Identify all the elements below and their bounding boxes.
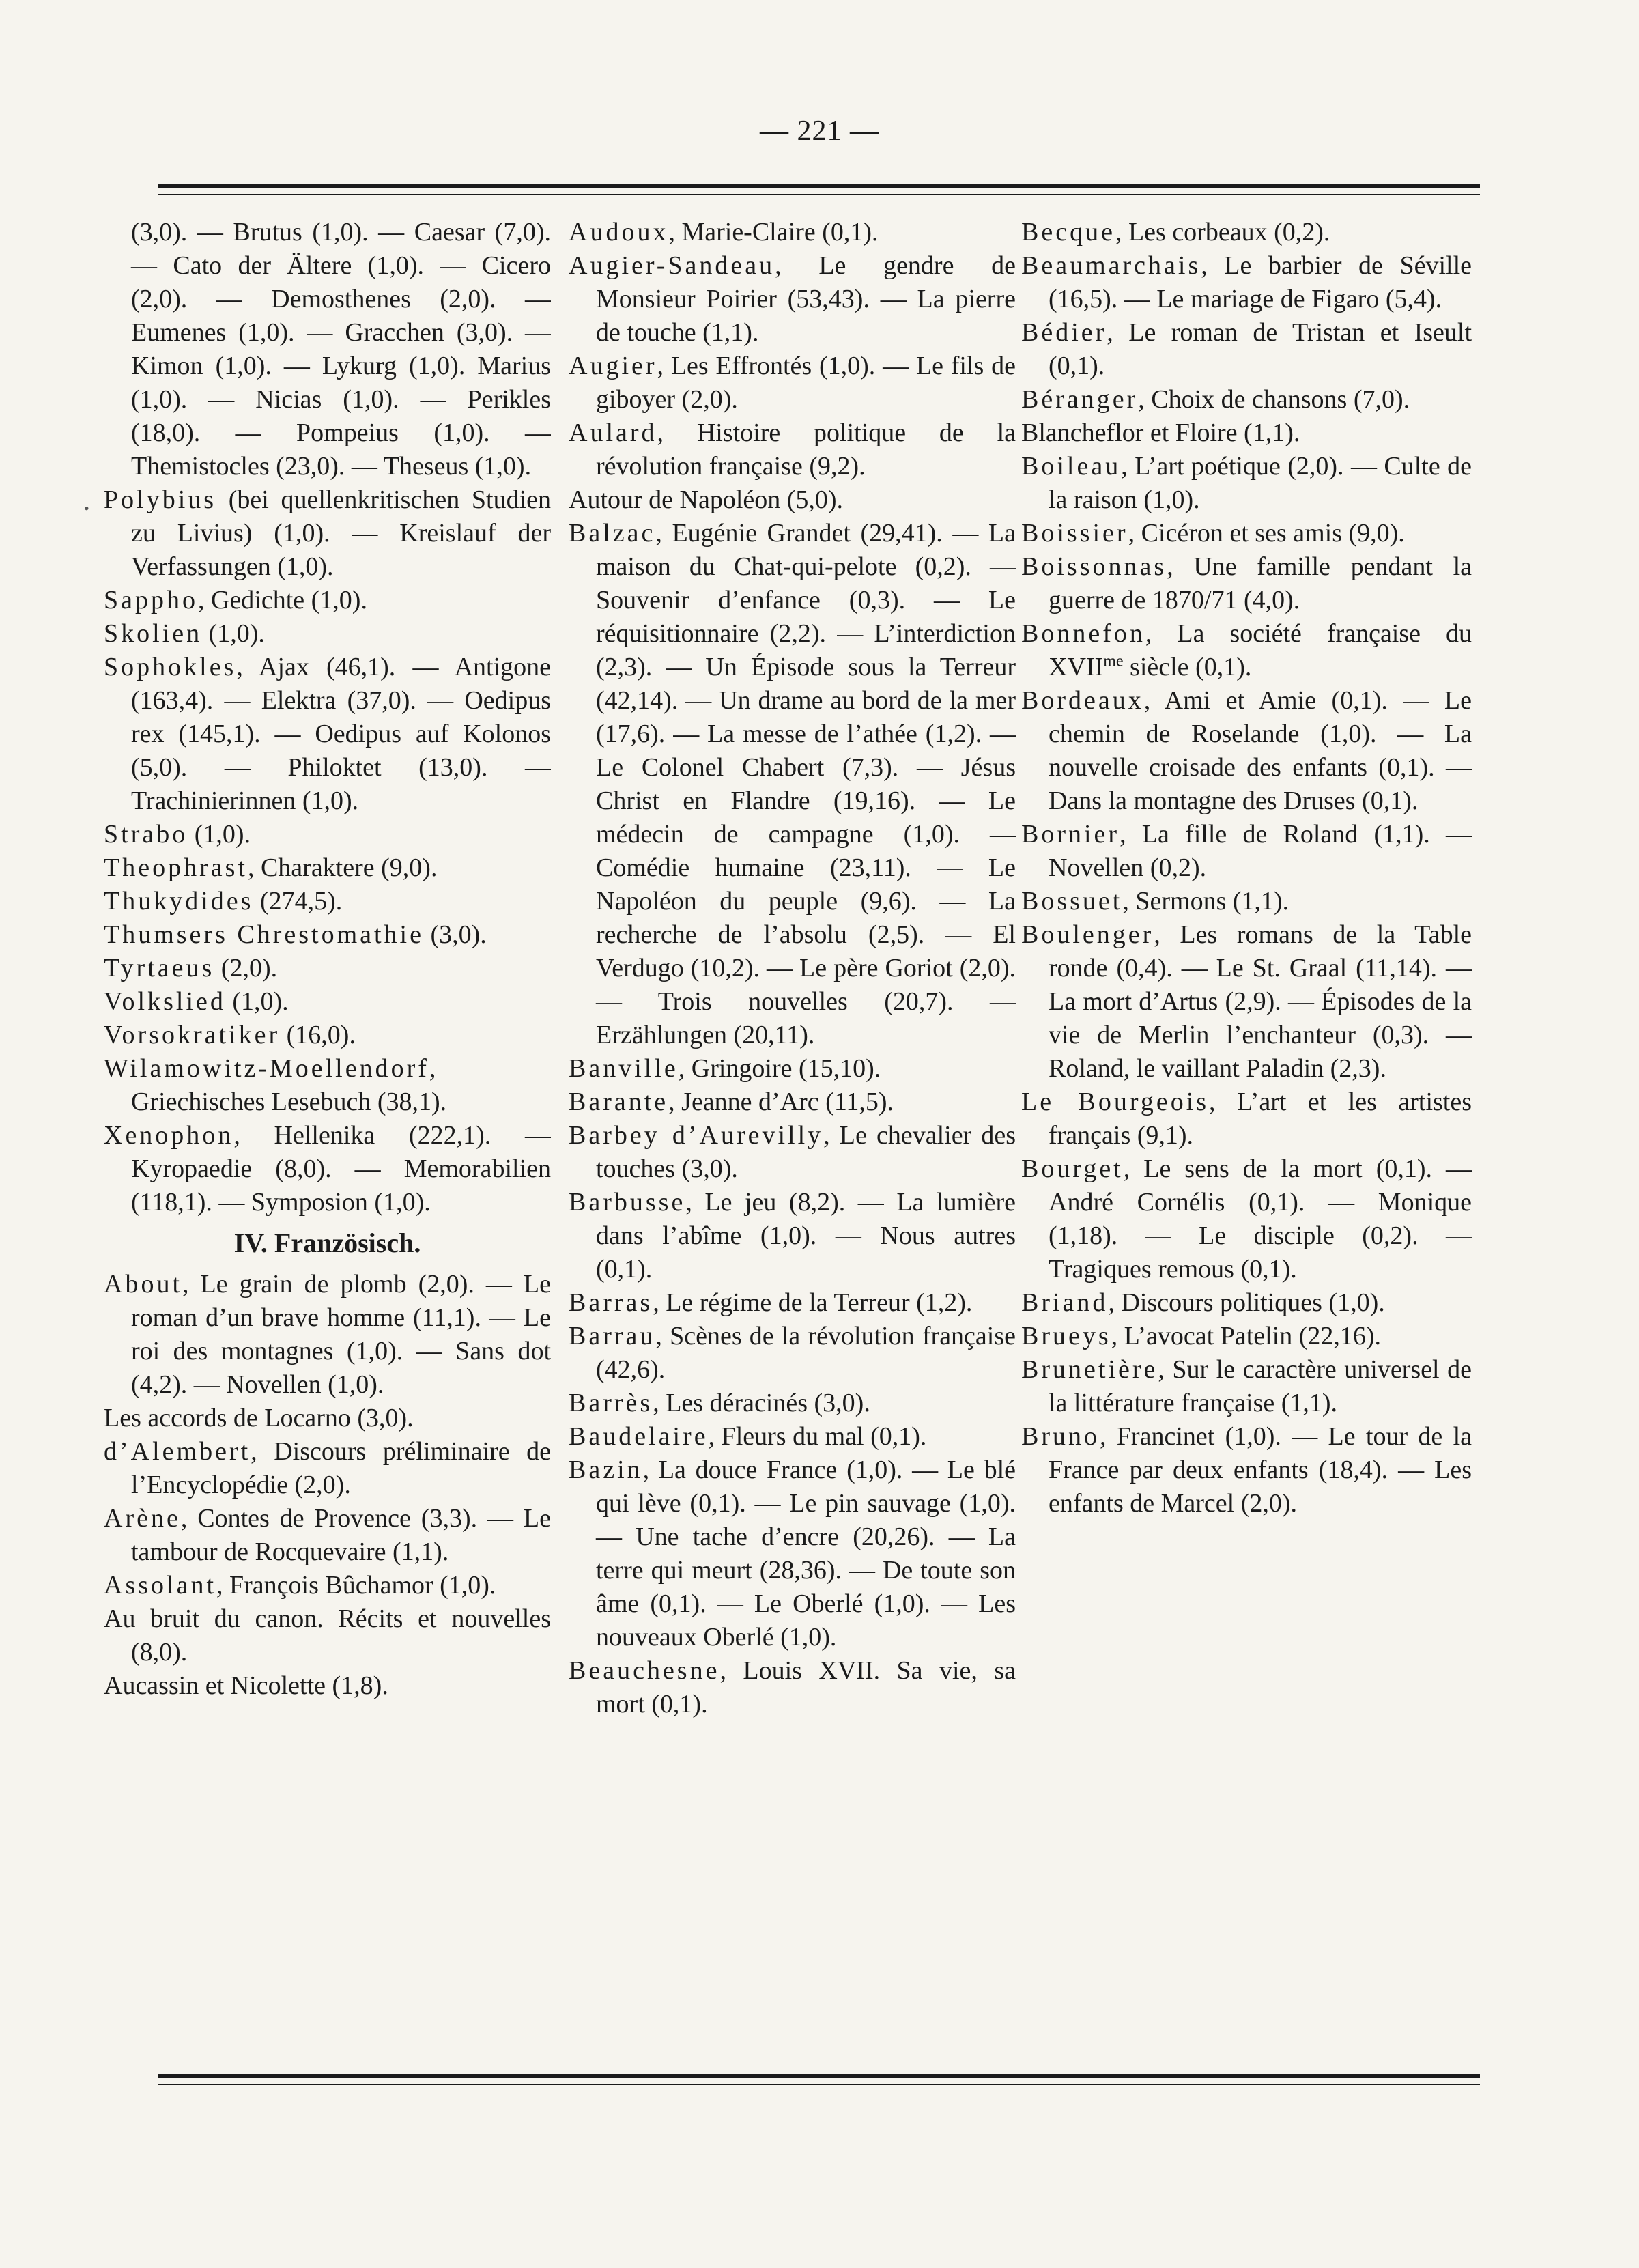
entry-author: Baudelaire (569, 1422, 709, 1451)
index-entry (104, 1435, 551, 1502)
french-authors-list-start (104, 1268, 551, 1703)
index-entry (1021, 1286, 1472, 1320)
index-entry (569, 1086, 1016, 1119)
entry-author: Boissonnas (1021, 552, 1167, 581)
index-entry (104, 483, 551, 584)
entry-works: Blancheflor et Floire (1,1). (1021, 419, 1300, 447)
entry-works: , Ami et Amie (0,1). — Le chemin de Roselande (1,0). — La nouvelle croisade des enfants (0,1). — Dans la montagne des Druses (0,1). (1049, 686, 1472, 815)
entry-works: Au bruit du canon. Récits et nouvelles (8,0). (104, 1604, 551, 1667)
index-entry (569, 1454, 1016, 1654)
entry-works: , Hellenika (222,1). — Kyropaedie (8,0). — Memorabilien (118,1). — Symposion (1,0). (131, 1121, 551, 1217)
index-entry (1021, 885, 1472, 918)
index-entry (104, 617, 551, 651)
entry-author: Skolien (104, 619, 203, 648)
entry-works: (3,0). (423, 920, 487, 949)
index-entry (104, 1402, 551, 1435)
entry-author: Sophokles (104, 653, 237, 681)
entry-works: , Cicéron et ses amis (9,0). (1128, 519, 1405, 548)
index-entry (104, 1019, 551, 1052)
entry-author: Thumsers Chrestomathie (104, 920, 424, 949)
entry-author: Strabo (104, 820, 188, 849)
index-entry (569, 1286, 1016, 1320)
entry-author: Barras (569, 1288, 653, 1317)
index-entry (104, 1569, 551, 1602)
index-entry (1021, 316, 1472, 383)
entry-author: Le Bourgeois (1021, 1088, 1210, 1116)
entry-author: Sappho (104, 586, 198, 614)
index-entry (1021, 1086, 1472, 1152)
entry-author: Briand (1021, 1288, 1109, 1317)
entry-works: , Scènes de la révolution française (42,6). (596, 1322, 1016, 1384)
entry-works: , Le barbier de Séville (16,5). — Le mariage de Figaro (5,4). (1049, 251, 1472, 313)
index-entry (104, 985, 551, 1019)
entry-author: Bédier (1021, 318, 1107, 347)
entry-works: (3,0). — Brutus (1,0). — Caesar (7,0). — Cato der Ältere (1,0). — Cicero (2,0). — Demosthenes (2,0). — Eumenes (1,0). — Gracchen (3,0). — Kimon (1,0). — Lykurg (1,0). Marius (1,0). — Nicias (1,0). — Perikles (18,0). — Pompeius (1,0). — Themistocles (23,0). — Theseus (1,0). (131, 218, 551, 481)
index-entry (1021, 550, 1472, 617)
entry-author: Beaumarchais (1021, 251, 1201, 280)
entry-author: Bordeaux (1021, 686, 1144, 715)
index-entry (1021, 249, 1472, 316)
entry-author: Brueys (1021, 1322, 1111, 1350)
entry-works: , Une famille pendant la guerre de 1870/71 (4,0). (1049, 552, 1472, 614)
index-entry (104, 818, 551, 851)
entry-author: Bourget (1021, 1154, 1124, 1183)
entry-author: Wilamowitz-Moellendorf (104, 1054, 429, 1083)
index-entry (569, 216, 1016, 249)
entry-works: Les accords de Locarno (3,0). (104, 1404, 414, 1432)
entry-works: , Eugénie Grandet (29,41). — La maison du Chat-qui-pelote (0,2). — Souvenir d’enfance (0,3). — Le réquisitionnaire (2,2). — L’interdiction (2,3). — Un Épisode sous la Terreur (42,14). — Un drame au bord de la mer (17,6). — La messe de l’athée (1,2). — Le Colonel Chabert (7,3). — Jésus Christ en Flandre (19,16). — Le médecin de campagne (1,0). — Comédie humaine (23,11). — Le Napoléon du peuple (9,6). — La recherche de l’absolu (2,5). — El Verdugo (10,2). — Le père Goriot (2,0). — Trois nouvelles (20,7). — Erzählungen (20,11). (596, 519, 1016, 1049)
entry-author: Barrau (569, 1322, 656, 1350)
entry-works: Aucassin et Nicolette (1,8). (104, 1671, 388, 1700)
index-entry (569, 1186, 1016, 1286)
index-entry (569, 1320, 1016, 1387)
entry-author: Bossuet (1021, 887, 1123, 916)
index-entry (1021, 383, 1472, 416)
entry-works: (bei quellenkritischen Studien zu Livius) (1,0). — Kreislauf der Verfassungen (1,0). (131, 485, 551, 581)
entry-author: Bornier (1021, 820, 1120, 849)
entry-author: Boulenger (1021, 920, 1154, 949)
entry-works: , La douce France (1,0). — Le blé qui lève (0,1). — Le pin sauvage (1,0). — Une tache d’encre (20,26). — La terre qui meurt (28,36). — De toute son âme (0,1). — Le Oberlé (1,0). — Les nouveaux Oberlé (1,0). (596, 1456, 1016, 1652)
index-entry (569, 1420, 1016, 1454)
entry-works: , La fille de Roland (1,1). — Novellen (0,2). (1049, 820, 1472, 882)
column-left (104, 216, 551, 2059)
index-entry (569, 350, 1016, 416)
entry-author: Beauchesne (569, 1656, 720, 1685)
entry-works: Autour de Napoléon (5,0). (569, 485, 844, 514)
entry-author: Barante (569, 1088, 669, 1116)
index-entry (104, 1602, 551, 1669)
entry-author: Barrès (569, 1389, 653, 1417)
entry-author: Banville (569, 1054, 679, 1083)
index-entry (569, 1654, 1016, 1721)
entry-author: About (104, 1270, 182, 1299)
index-entry (104, 1052, 551, 1119)
index-entry (1021, 517, 1472, 550)
entry-author: Boileau (1021, 452, 1122, 481)
index-entry (569, 1119, 1016, 1186)
entry-author: Bazin (569, 1456, 643, 1484)
index-entry (104, 918, 551, 952)
index-entry (1021, 450, 1472, 517)
entry-author: Balzac (569, 519, 656, 548)
index-entry (104, 885, 551, 918)
entry-works: , L’avocat Patelin (22,16). (1111, 1322, 1382, 1350)
index-entry (569, 249, 1016, 350)
entry-works: (1,0). (188, 820, 251, 849)
index-entry (1021, 216, 1472, 249)
entry-author: Béranger (1021, 385, 1139, 414)
entry-author: Boissier (1021, 519, 1128, 548)
index-entry (1021, 1420, 1472, 1520)
entry-works: (1,0). (202, 619, 265, 648)
index-entry (104, 651, 551, 818)
index-entry (104, 1268, 551, 1402)
entry-works: , Ajax (46,1). — Antigone (163,4). — Elektra (37,0). — Oedipus rex (145,1). — Oedipus auf Kolonos (5,0). — Philoktet (13,0). — Trachinierinnen (1,0). (131, 653, 551, 815)
entry-works: (1,0). (225, 987, 289, 1016)
index-entry (104, 952, 551, 985)
entry-works: , Le chevalier des touches (3,0). (596, 1121, 1016, 1183)
entry-works: , Les corbeaux (0,2). (1115, 218, 1330, 246)
entry-works: (16,0). (280, 1021, 356, 1049)
entry-author: Bonnefon (1021, 619, 1145, 648)
entry-works: , Le grain de plomb (2,0). — Le roman d’un brave homme (11,1). — Le roi des montagnes (1,0). — Sans dot (4,2). — Novellen (1,0). (131, 1270, 551, 1399)
entry-author: Polybius (104, 485, 217, 514)
index-entry (1021, 1152, 1472, 1286)
index-entry (569, 1387, 1016, 1420)
entry-works: , Marie-Claire (0,1). (668, 218, 879, 246)
entry-works: , L’art et les artistes français (9,1). (1049, 1088, 1472, 1150)
index-entry (1021, 1320, 1472, 1353)
entry-author: Arène (104, 1504, 181, 1533)
index-entry (1021, 617, 1472, 684)
entry-works: , Histoire politique de la révolution française (9,2). (596, 419, 1016, 481)
entry-works: , Les Effrontés (1,0). — Le fils de giboyer (2,0). (596, 352, 1016, 414)
index-entry (569, 517, 1016, 1052)
index-entry (104, 1119, 551, 1219)
entry-works: , Les romans de la Table ronde (0,4). — Le St. Graal (11,14). — La mort d’Artus (2,9). — Épisodes de la vie de Merlin l’enchanteur (0,3). — Roland, le vaillant Paladin (2,3). (1049, 920, 1472, 1083)
entry-author: Theophrast (104, 853, 248, 882)
index-entry (1021, 918, 1472, 1086)
greek-authors-list (104, 216, 551, 1219)
entry-author: Audoux (569, 218, 669, 246)
entry-works: , La société française du $XVII^{me}$ siècle (0,1). (1049, 619, 1472, 681)
index-entry (104, 1502, 551, 1569)
entry-author: Becque (1021, 218, 1115, 246)
entry-author: Volkslied (104, 987, 226, 1016)
entry-works: , Discours préliminaire de l’Encyclopédie (2,0). (131, 1437, 551, 1499)
index-entry (104, 216, 551, 483)
entry-works: , Choix de chansons (7,0). (1138, 385, 1410, 414)
entry-works: , Discours politiques (1,0). (1108, 1288, 1385, 1317)
entry-author: Assolant (104, 1571, 216, 1600)
section-heading: IV. Französisch. (233, 1228, 421, 1258)
entry-works: , Le sens de la mort (0,1). — André Cornélis (0,1). — Monique (1,18). — Le disciple (0,2). — Tragiques remous (0,1). (1049, 1154, 1472, 1284)
entry-author: Barbey d’Aurevilly (569, 1121, 824, 1150)
bottom-double-rule (158, 2074, 1480, 2085)
entry-works: (2,0). (214, 954, 278, 982)
entry-author: Augier-Sandeau (569, 251, 775, 280)
entry-works: , Charaktere (9,0). (247, 853, 438, 882)
entry-works: , Le gendre de Monsieur Poirier (53,43). — La pierre de touche (1,1). (596, 251, 1016, 347)
entry-author: Vorsokratiker (104, 1021, 281, 1049)
index-entry (104, 1669, 551, 1703)
entry-author: Xenophon (104, 1121, 234, 1150)
index-entry (1021, 416, 1472, 450)
index-entry (1021, 684, 1472, 818)
entry-author: Thukydides (104, 887, 254, 916)
entry-works: , Francinet (1,0). — Le tour de la France par deux enfants (18,4). — Les enfants de Marcel (2,0). (1049, 1422, 1472, 1518)
entry-works: , Les déracinés (3,0). (653, 1389, 870, 1417)
column-right (1021, 216, 1472, 2059)
index-entry (569, 1052, 1016, 1086)
index-entry (1021, 1353, 1472, 1420)
entry-works: , Sermons (1,1). (1122, 887, 1289, 916)
entry-author: Augier (569, 352, 657, 380)
entry-author: Barbusse (569, 1188, 686, 1217)
entry-works: , Le jeu (8,2). — La lumière dans l’abîme (1,0). — Nous autres (0,1). (596, 1188, 1016, 1284)
column-middle (569, 216, 1016, 2059)
page-number: — 221 — (760, 115, 879, 147)
top-double-rule (158, 184, 1480, 195)
entry-works: , Contes de Provence (3,3). — Le tambour de Rocquevaire (1,1). (131, 1504, 551, 1566)
entry-author: Bruno (1021, 1422, 1100, 1451)
entry-works: , Jeanne d’Arc (11,5). (668, 1088, 894, 1116)
index-entry (569, 483, 1016, 517)
index-entry (1021, 818, 1472, 885)
entry-works: , Sur le caractère universel de la littérature française (1,1). (1049, 1355, 1472, 1417)
index-entry (569, 416, 1016, 483)
entry-works: , Gringoire (15,10). (678, 1054, 881, 1083)
entry-works: , Griechisches Lesebuch (38,1). (131, 1054, 447, 1116)
index-entry (104, 584, 551, 617)
entry-works: , Gedichte (1,0). (198, 586, 367, 614)
entry-author: Brunetière (1021, 1355, 1158, 1384)
entry-works: , Le roman de Tristan et Iseult (0,1). (1049, 318, 1472, 380)
index-entry (104, 851, 551, 885)
entry-works: , Fleurs du mal (0,1). (708, 1422, 927, 1451)
entry-works: , François Bûchamor (1,0). (216, 1571, 496, 1600)
entry-author: Tyrtaeus (104, 954, 215, 982)
entry-author: d’Alembert (104, 1437, 251, 1466)
entry-works: , Louis XVII. Sa vie, sa mort (0,1). (596, 1656, 1016, 1718)
entry-works: , L’art poétique (2,0). — Culte de la raison (1,0). (1049, 452, 1472, 514)
entry-author: Aulard (569, 419, 657, 447)
entry-works: (274,5). (253, 887, 343, 916)
entry-works: , Le régime de la Terreur (1,2). (653, 1288, 973, 1317)
margin-mark: • (84, 500, 89, 517)
